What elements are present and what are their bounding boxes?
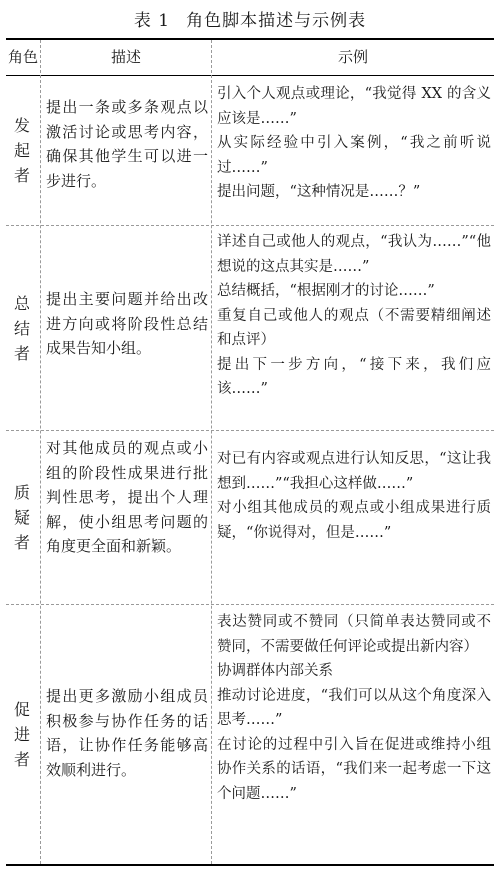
table-number: 表 1 xyxy=(133,11,171,31)
description-questioner: 对其他成员的观点或小组的阶段性成果进行批判性思考，提出个人理解，使小组思考问题的角度更全面和新颖。 xyxy=(46,439,208,555)
role-char: 者 xyxy=(13,750,30,769)
role-char: 结 xyxy=(13,318,30,338)
row-divider xyxy=(6,430,494,431)
role-char: 总 xyxy=(13,293,30,313)
example-line: 从实际经验中引入案例，“我之前听说过……” xyxy=(217,135,491,176)
table-caption xyxy=(0,6,500,31)
examples-questioner xyxy=(217,447,491,545)
examples-summarizer xyxy=(217,230,491,402)
role-char: 发 xyxy=(13,116,30,135)
row-divider xyxy=(6,225,494,226)
role-questioner xyxy=(6,431,38,604)
role-char: 者 xyxy=(13,533,30,552)
role-char: 质 xyxy=(13,483,30,502)
example-line: 对小组其他成员的观点或小组成果进行质疑，“你说得对，但是……” xyxy=(217,500,491,541)
role-char: 促 xyxy=(13,700,30,719)
example-line: 总结概括，“根据刚才的讨论……” xyxy=(217,283,435,299)
role-char: 者 xyxy=(13,343,30,363)
role-summarizer xyxy=(6,226,38,430)
example-line: 提出问题，“这种情况是……？” xyxy=(217,184,421,200)
header-rule xyxy=(6,75,494,76)
column-divider xyxy=(211,40,212,864)
role-char: 起 xyxy=(13,141,30,160)
example-line: 表达赞同或不赞同（只简单表达赞同或不赞同，不需要做任何评论或提出新内容） xyxy=(217,614,491,655)
examples-facilitator xyxy=(217,610,491,806)
role-char: 进 xyxy=(13,725,30,744)
header-example: 示例 xyxy=(337,48,368,66)
examples-initiator xyxy=(217,82,491,205)
description-initiator: 提出一条或多条观点以激活讨论或思考内容，确保其他学生可以进一步进行。 xyxy=(46,98,208,190)
example-line: 在讨论的过程中引入旨在促进或维持小组协作关系的话语，“我们来一起考虑一下这个问题……” xyxy=(217,736,491,802)
role-char: 疑 xyxy=(13,508,30,527)
example-line: 推动讨论进度，“我们可以从这个角度深入思考……” xyxy=(217,687,491,728)
table-title: 角色脚本描述与示例表 xyxy=(186,11,367,31)
example-line: 详述自己或他人的观点，“我认为……”“他想说的这点其实是……” xyxy=(217,234,491,275)
bottom-rule xyxy=(6,864,494,866)
row-divider xyxy=(6,604,494,605)
description-summarizer: 提出主要问题并给出改进方向或将阶段性总结成果告知小组。 xyxy=(46,290,208,357)
header-role: 角色 xyxy=(7,48,38,66)
description-facilitator: 提出更多激励小组成员积极参与协作任务的话语，让协作任务能够高效顺利进行。 xyxy=(46,687,208,779)
example-line: 协调群体内部关系 xyxy=(217,663,333,679)
role-initiator xyxy=(6,76,38,225)
role-char: 者 xyxy=(13,166,30,185)
example-line: 对已有内容或观点进行认知反思，“这让我想到……”“我担心这样做……” xyxy=(217,451,491,492)
column-divider xyxy=(40,40,41,864)
example-line: 重复自己或他人的观点（不需要精细阐述和点评） xyxy=(217,307,491,348)
role-facilitator xyxy=(6,605,38,864)
example-line: 引入个人观点或理论，“我觉得 XX 的含义应该是……” xyxy=(217,86,491,127)
header-description: 描述 xyxy=(110,48,141,66)
example-line: 提出下一步方向，“接下来，我们应该……” xyxy=(217,356,491,397)
